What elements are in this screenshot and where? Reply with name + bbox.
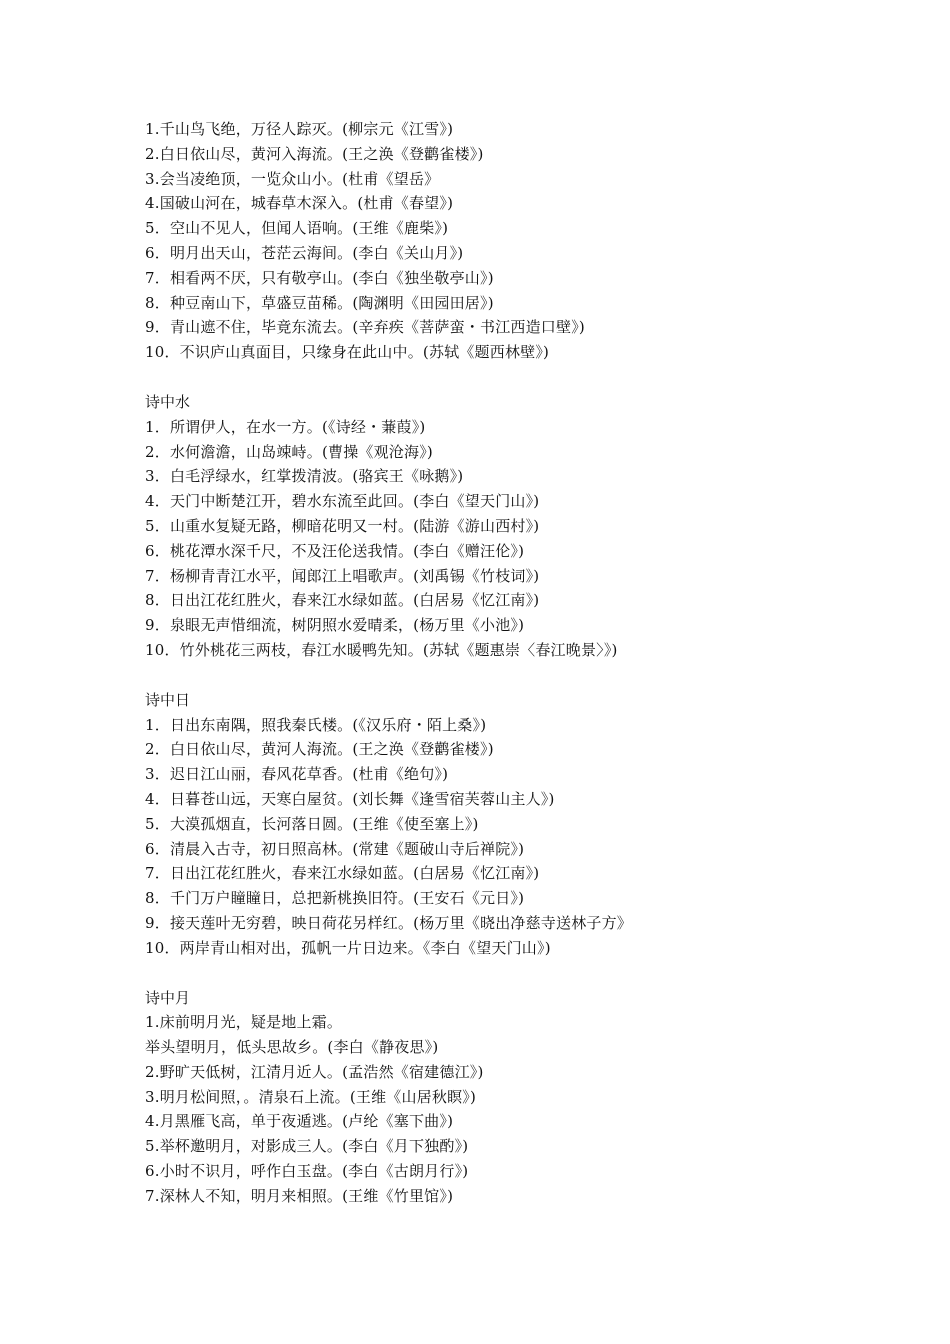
poem-line: 4.月黑雁飞高，单于夜遁逃。(卢纶《塞下曲》) (145, 1112, 454, 1131)
poem-line: 3.明月松间照，。清泉石上流。(王维《山居秋瞑》) (145, 1087, 477, 1106)
poem-line: 6.小时不识月，呼作白玉盘。(李白《古朗月行》) (145, 1162, 469, 1181)
poem-line: 7．杨柳青青江水平，闻郎江上唱歌声。(刘禹锡《竹枝词》) (145, 566, 540, 585)
section-water (145, 390, 925, 663)
poem-line: 7．相看两不厌，只有敬亭山。(李白《独坐敬亭山》) (145, 268, 494, 287)
section-mountains (145, 117, 925, 365)
poem-line: 10．两岸青山相对出，孤帆一片日边来。《李白《望天门山》) (145, 938, 551, 957)
section-heading: 诗中日 (145, 690, 191, 709)
poem-line: 2.白日依山尽，黄河入海流。(王之涣《登鹳雀楼》) (145, 144, 484, 163)
poem-line: 9．接天莲叶无穷碧，映日荷花另样红。(杨万里《晓出净慈寺送林子方》 (145, 913, 632, 932)
poem-line: 4．天门中断楚江开，碧水东流至此回。(李白《望天门山》) (145, 492, 540, 511)
poem-line: 3.会当凌绝顶，一览众山小。(杜甫《望岳》 (145, 169, 440, 188)
poem-line: 8．千门万户瞳瞳日，总把新桃换旧符。(王安石《元日》) (145, 889, 525, 908)
poem-line: 2．白日依山尽，黄河人海流。(王之涣《登鹳雀楼》) (145, 740, 494, 759)
poem-line: 8．种豆南山下，草盛豆苗稀。(陶渊明《田园田居》) (145, 293, 494, 312)
poem-line: 5．空山不见人，但闻人语响。(王维《鹿柴》) (145, 219, 449, 238)
poem-line: 1.千山鸟飞绝，万径人踪灭。(柳宗元《江雪》) (145, 120, 454, 138)
poem-line: 10．竹外桃花三两枝，春江水暖鸭先知。(苏轼《题惠崇〈春江晚景〉》) (145, 640, 618, 659)
poem-line: 1.床前明月光，疑是地上霜。 (145, 1013, 343, 1032)
document-page (145, 117, 925, 1209)
poem-line: 7.深林人不知，明月来相照。(王维《竹里馆》) (145, 1186, 454, 1205)
poem-line: 4．日暮苍山远，天寒白屋贫。(刘长舞《逢雪宿芙蓉山主人》) (145, 789, 555, 808)
section-moon (145, 986, 925, 1209)
poem-line: 5．山重水复疑无路，柳暗花明又一村。(陆游《游山西村》) (145, 516, 540, 535)
section-heading: 诗中水 (145, 392, 191, 411)
poem-line: 9．青山遮不住，毕竟东流去。(辛弃疾《菩萨蛮・书江西造口壁》) (145, 318, 585, 337)
poem-line: 5.举杯邀明月，对影成三人。(李白《月下独酌》) (145, 1137, 469, 1156)
poem-line: 3．迟日江山丽，春风花草香。(杜甫《绝句》) (145, 765, 449, 784)
poem-line: 6．明月出天山，苍茫云海间。(李白《关山月》) (145, 243, 464, 262)
poem-line: 举头望明月，低头思故乡。(李白《静夜思》) (145, 1038, 439, 1057)
poem-line: 1．日出东南隅，照我秦氏楼。(《汉乐府・陌上桑》) (145, 715, 487, 734)
poem-line: 7．日出江花红胜火，春来江水绿如蓝。(白居易《忆江南》) (145, 864, 540, 883)
poem-line: 2.野旷天低树，江清月近人。(孟浩然《宿建德江》) (145, 1062, 484, 1081)
poem-line: 8．日出江花红胜火，春来江水绿如蓝。(白居易《忆江南》) (145, 591, 540, 610)
poem-line: 6．桃花潭水深千尺，不及汪伦送我情。(李白《赠汪伦》) (145, 541, 525, 560)
poem-line: 10．不识庐山真面目，只缘身在此山中。(苏轼《题西林壁》) (145, 343, 550, 362)
section-sun (145, 688, 925, 961)
section-heading: 诗中月 (145, 988, 191, 1007)
poem-line: 3．白毛浮绿水，红掌拨清波。(骆宾王《咏鹅》) (145, 467, 464, 486)
poem-line: 1．所谓伊人，在水一方。(《诗经・蒹葭》) (145, 417, 426, 436)
poem-line: 9．泉眼无声惜细流，树阴照水爱晴柔，(杨万里《小池》) (145, 616, 525, 635)
poem-line: 4.国破山河在，城春草木深入。(杜甫《春望》) (145, 194, 454, 213)
poem-line: 5．大漠孤烟直，长河落日圆。(王维《使至塞上》) (145, 814, 479, 833)
poem-line: 6．清晨入古寺，初日照高林。(常建《题破山寺后禅院》) (145, 839, 525, 858)
poem-line: 2．水何澹澹，山岛竦峙。(曹操《观沧海》) (145, 442, 433, 461)
